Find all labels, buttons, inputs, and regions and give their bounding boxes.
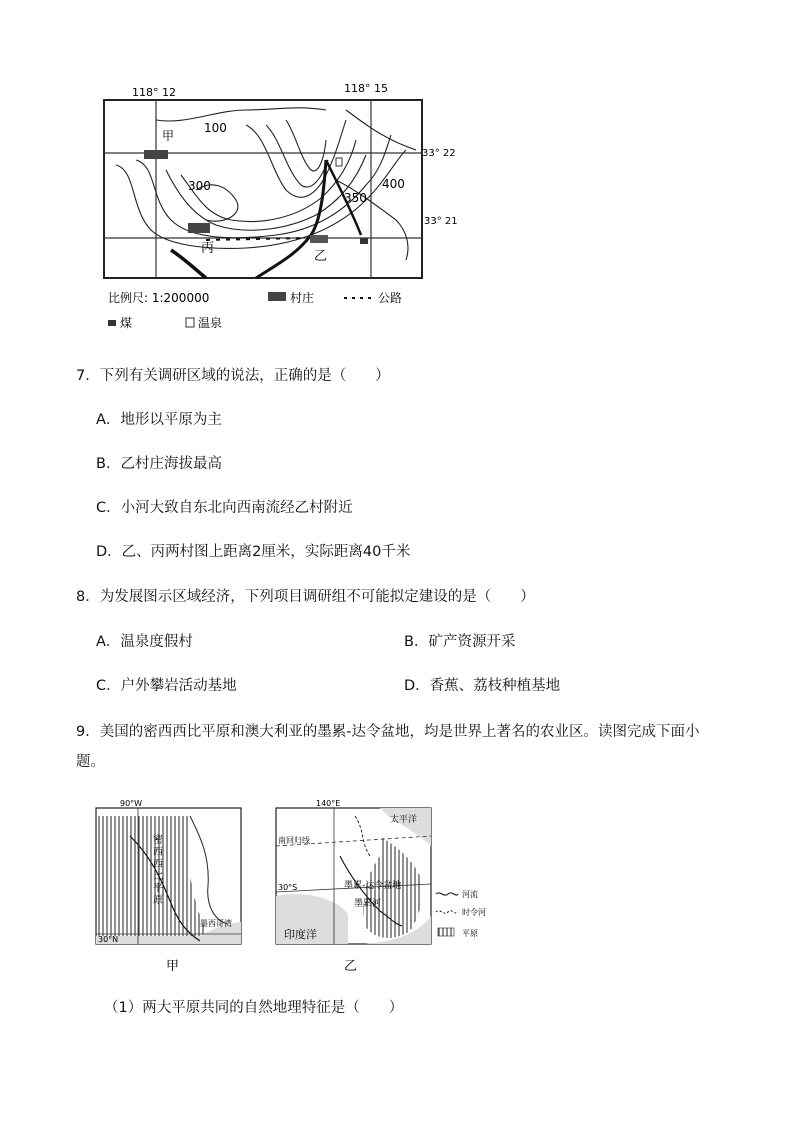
map-yi-indian: 印度洋 [284, 928, 317, 941]
map-jia-lon: 90°W [120, 799, 143, 808]
map-yi-caption: 乙 [344, 959, 358, 974]
map-yi-tropic: 南回归线 [278, 836, 310, 845]
lon-right-label: 118° 15 [344, 82, 388, 95]
contour-100-label: 100 [204, 121, 227, 135]
map-jia-lat: 30°N [98, 935, 119, 944]
legend-seasonal-icon [436, 911, 458, 913]
q8-option-d[interactable]: D．香蕉、荔枝种植基地 [404, 678, 561, 694]
pacific-area [380, 808, 431, 846]
q9-stem-line2: 题。 [76, 754, 105, 770]
map-yi-pacific: 太平洋 [390, 815, 418, 825]
q7-stem: 7．下列有关调研区域的说法，正确的是（ ） [76, 368, 390, 384]
contour-350-label: 350 [344, 191, 367, 205]
q8-stem: 8．为发展图示区域经济，下列项目调研组不可能拟定建设的是（ ） [76, 589, 535, 605]
spring-marker [336, 158, 342, 166]
map-yi [270, 796, 490, 978]
q7-option-a[interactable]: A．地形以平原为主 [96, 412, 222, 428]
map-yi-river: 墨累河 [354, 899, 382, 909]
map-jia [90, 796, 250, 978]
contour-400-label: 400 [382, 177, 405, 191]
contour-map [96, 80, 458, 340]
legend-village: 村庄 [290, 291, 315, 305]
map-frame [104, 100, 422, 278]
map-jia-plain-name: 密西西比平原 [150, 834, 162, 906]
village-bing-label: 丙 [201, 241, 215, 256]
village-jia-marker [144, 150, 168, 159]
contour-map-figure [96, 80, 458, 340]
legend-plain: 平原 [462, 929, 478, 938]
legend-coal: 煤 [120, 316, 133, 330]
legend-plain-icon [438, 928, 454, 936]
map-jia-caption: 甲 [166, 959, 180, 974]
legend-road: 公路 [378, 291, 403, 305]
map-yi-lon: 140°E [316, 799, 341, 808]
legend-scale: 比例尺: 1:200000 [108, 291, 210, 305]
seasonal-river [355, 816, 370, 856]
q7-option-c[interactable]: C．小河大致自东北向西南流经乙村附近 [96, 500, 353, 516]
legend-river: 河流 [462, 890, 478, 899]
legend-river-icon [436, 893, 458, 895]
map-yi-basin: 墨累-达令盆地 [344, 881, 402, 891]
q8-option-c[interactable]: C．户外攀岩活动基地 [96, 678, 237, 694]
legend-spring-icon [186, 318, 194, 327]
q9-stem-line1: 9．美国的密西西比平原和澳大利亚的墨累-达令盆地，均是世界上著名的农业区。读图完成下面小 [76, 724, 700, 740]
map-jia-figure [90, 796, 250, 978]
map-yi-figure [270, 796, 490, 978]
village-yi-marker [310, 235, 328, 243]
coal-marker [360, 238, 368, 244]
legend-coal-icon [108, 320, 116, 326]
village-bing-marker [188, 223, 210, 233]
village-yi-label: 乙 [314, 249, 328, 264]
legend-spring: 温泉 [198, 316, 223, 330]
q7-option-d[interactable]: D．乙、丙两村图上距离2厘米，实际距离40千米 [96, 544, 411, 560]
map-yi-lat: 30°S [278, 883, 298, 892]
q8-option-b[interactable]: B．矿产资源开采 [404, 634, 516, 650]
map-jia-gulf: 墨西哥湾 [200, 919, 232, 928]
lat-top-label: 33° 22 [422, 148, 456, 159]
lon-left-label: 118° 12 [132, 86, 176, 99]
lat-bottom-label: 33° 21 [424, 216, 458, 227]
village-jia-label: 甲 [162, 129, 175, 143]
legend-seasonal: 时令河 [462, 908, 486, 917]
legend-village-icon [268, 292, 286, 301]
q7-option-b[interactable]: B．乙村庄海拔最高 [96, 456, 222, 472]
contour-300-label: 300 [188, 179, 211, 193]
q9-sub1: （1）两大平原共同的自然地理特征是（ ） [104, 1000, 404, 1016]
q8-option-a[interactable]: A．温泉度假村 [96, 634, 193, 650]
